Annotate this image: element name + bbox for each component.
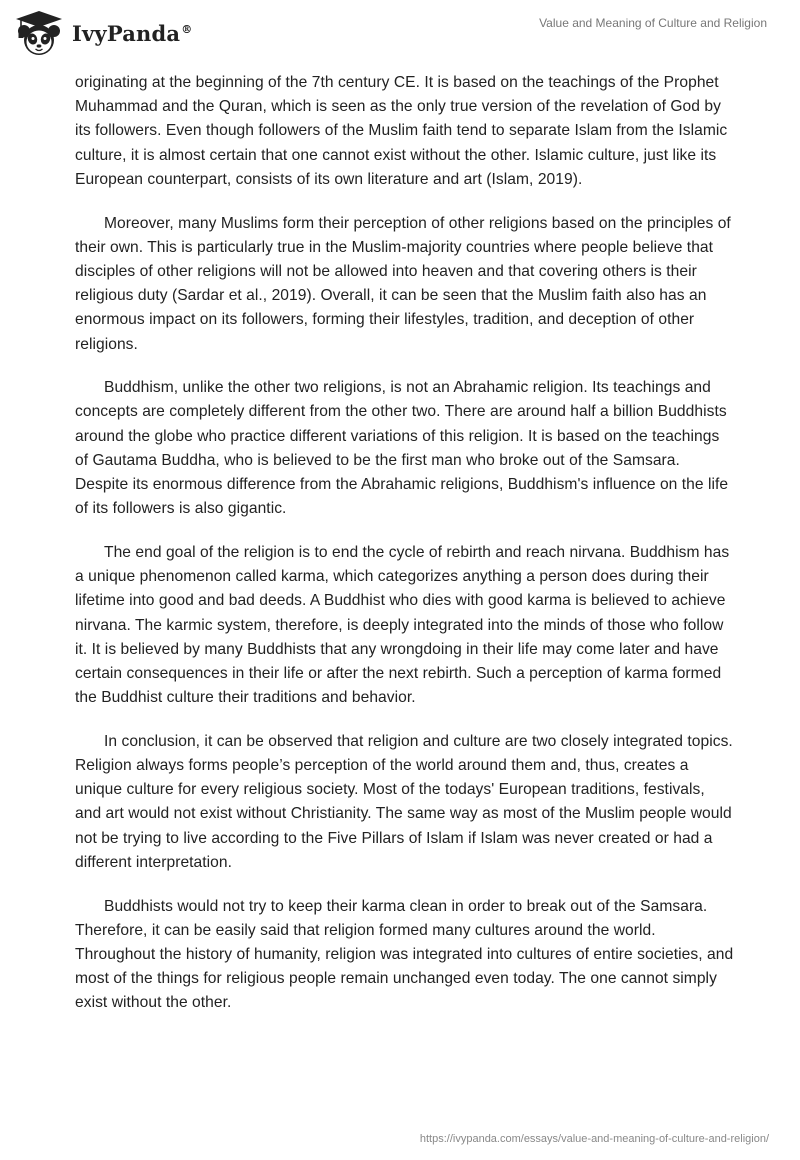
essay-paragraph: Buddhism, unlike the other two religions, is not an Abrahamic religion. Its teachings and concepts are completely different from the other two. There are around half a billion Buddhists around the globe who practice different variations of this religion. It is based on the teachings of Gautama Buddha, who is believed to be the first man who broke out of the Samsara. Despite its enormous difference from the Abrahamic religions, Buddhism's influence on the life of its followers is also gigantic. — [75, 379, 729, 518]
essay-paragraph: In conclusion, it can be observed that religion and culture are two closely integrated topics. Religion always forms people’s perception of the world around them and, thus, creates a unique culture for every religious society. Most of the todays' European traditions, festivals, and art would not exist without Christianity. The same way as most of the Muslim people would not be trying to live according to the Five Pillars of Islam if Islam was never created or had a different interpretation. — [75, 732, 733, 871]
brand-logo[interactable] — [12, 8, 192, 58]
essay-paragraph: Moreover, many Muslims form their perception of other religions based on the principles of their own. This is particularly true in the Muslim-majority countries where people believe that disciples of other religions will not be allowed into heaven and that covering others is their religious duty (Sardar et al., 2019). Overall, it can be seen that the Muslim faith also has an enormous impact on its followers, forming their lifestyles, tradition, and deception of other religions. — [75, 214, 731, 353]
page-header — [0, 0, 800, 70]
graduation-cap-panda-icon — [12, 8, 66, 58]
essay-body — [75, 71, 735, 1035]
brand-name: IvyPanda® — [72, 20, 193, 46]
document-title: Value and Meaning of Culture and Religion — [539, 16, 767, 30]
registered-mark: ® — [181, 22, 193, 36]
essay-paragraph: originating at the beginning of the 7th century CE. It is based on the teachings of the Prophet Muhammad and the Quran, which is seen as the only true version of the revelation of God by its followers. Even though followers of the Muslim faith tend to separate Islam from the Islamic culture, it is almost certain that one cannot exist without the other. Islamic culture, just like its European counterpart, consists of its own literature and art (Islam, 2019). — [75, 74, 728, 188]
source-url[interactable]: https://ivypanda.com/essays/value-and-meaning-of-culture-and-religion/ — [419, 1133, 769, 1145]
essay-paragraph: Buddhists would not try to keep their karma clean in order to break out of the Samsara. Therefore, it can be easily said that religion formed many cultures around the world. Throughout the history of humanity, religion was integrated into cultures of entire societies, and most of the things for religious people remain unchanged even today. The one cannot simply exist without the other. — [75, 897, 734, 1012]
essay-paragraph: The end goal of the religion is to end the cycle of rebirth and reach nirvana. Buddhism has a unique phenomenon called karma, which categorizes anything a person does during their lifetime into good and bad deeds. A Buddhist who dies with good karma is believed to achieve nirvana. The karmic system, therefore, is deeply integrated into the minds of those who follow it. It is believed by many Buddhists that any wrongdoing in their life may come later and have certain consequences in their life or after the next rebirth. Such a perception of karma formed the Buddhist culture their traditions and behavior. — [75, 543, 730, 707]
